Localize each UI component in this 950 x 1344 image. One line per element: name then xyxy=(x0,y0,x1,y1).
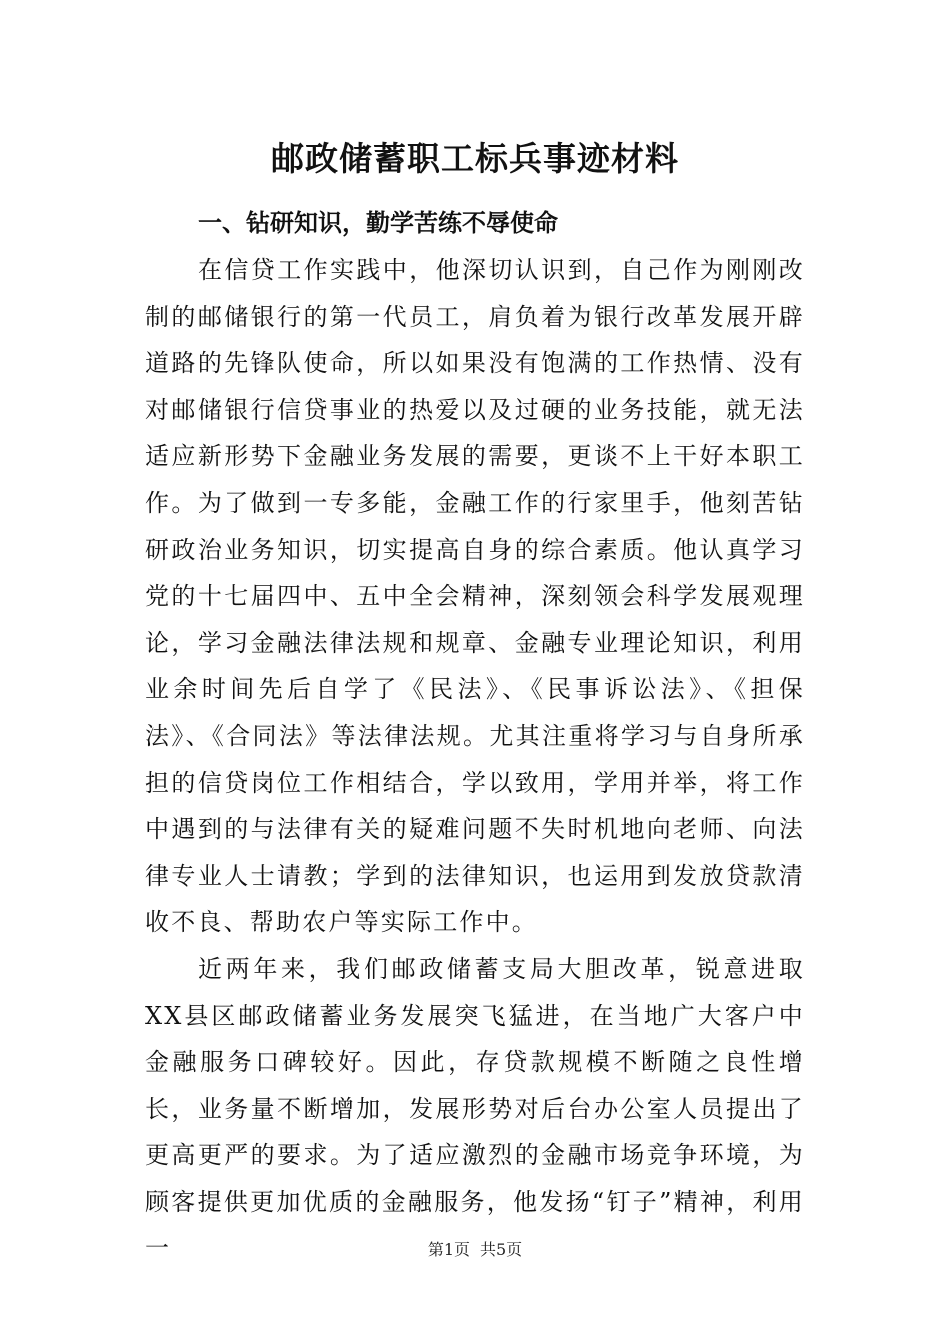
section-heading: 一、钻研知识，勤学苦练不辱使命 xyxy=(198,209,558,237)
page-number: 第1页 xyxy=(427,1240,470,1259)
page-footer xyxy=(0,1238,950,1262)
page-total: 共5页 xyxy=(480,1240,523,1259)
paragraph: 在信贷工作实践中，他深切认识到，自己作为刚刚改制的邮储银行的第一代员工，肩负着为银行改革发展开辟道路的先锋队使命，所以如果没有饱满的工作热情、没有对邮储银行信贷事业的热爱以及过硬的业务技能，就无法适应新形势下金融业务发展的需要，更谈不上干好本职工作。为了做到一专多能，金融工作的行家里手，他刻苦钻研政治业务知识，切实提高自身的综合素质。他认真学习党的十七届四中、五中全会精神，深刻领会科学发展观理论，学习金融法律法规和规章、金融专业理论知识，利用业余时间先后自学了《民法》、《民事诉讼法》、《担保法》、《合同法》等法律法规。尤其注重将学习与自身所承担的信贷岗位工作相结合，学以致用，学用并举，将工作中遇到的与法律有关的疑难问题不失时机地向老师、向法律专业人士请教；学到的法律知识，也运用到发放贷款清收不良、帮助农户等实际工作中。 xyxy=(145,256,805,937)
paragraph: 近两年来，我们邮政储蓄支局大胆改革，锐意进取XX县区邮政储蓄业务发展突飞猛进，在当地广大客户中金融服务口碑较好。因此，存贷款规模不断随之良性增长，业务量不断增加，发展形势对后台办公室人员提出了更高更严的要求。为了适应激烈的金融市场竞争环境，为顾客提供更加优质的金融服务，他发扬“钉子”精神，利用一 xyxy=(145,954,805,1263)
body-text xyxy=(145,247,805,1272)
document-title: 邮政储蓄职工标兵事迹材料 xyxy=(271,139,679,178)
